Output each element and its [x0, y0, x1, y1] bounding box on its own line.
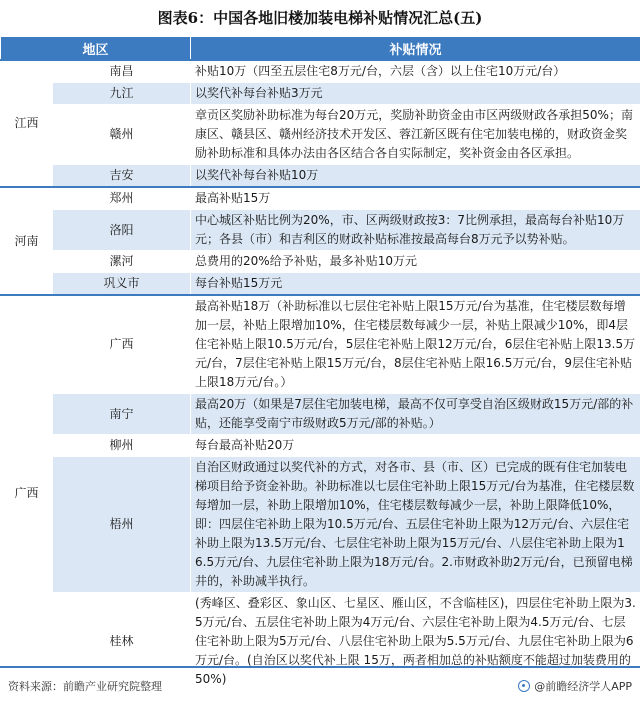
subsidy-cell: 每台最高补贴20万	[191, 435, 640, 457]
city-cell: 柳州	[53, 435, 191, 457]
city-cell: 郑州	[53, 187, 191, 210]
subsidy-cell: 自治区财政通过以奖代补的方式，对各市、县（市、区）已完成的既有住宅加装电梯项目给予资金补助。补助标准以七层住宅补助上限15万元/台为基准，住宅楼层数每增加一层，补助上限增加10%，住宅楼层数每减少一层，补助上限降低10%，即：四层住宅补助上限为10.5万元/台、五层住宅补助上限为12万元/台、六层住宅补助上限为13.5万元/台、七层住宅补助上限为15万元/台、八层住宅补助上限为16.5万元/台、九层住宅补助上限为18万元/台。2.市财政补助2万元/台，已预留电梯井的，补助减半执行。	[191, 457, 640, 593]
city-cell: 南宁	[53, 394, 191, 435]
brand-credit	[518, 678, 632, 694]
subsidy-cell: 中心城区补贴比例为20%，市、区两级财政按3：7比例承担，最高每台补贴10万元；各县（市）和吉利区的财政补贴标准按最高每台8万元予以势补贴。	[191, 210, 640, 251]
subsidy-cell: (秀峰区、叠彩区、象山区、七星区、雁山区，不含临桂区)，四层住宅补助上限为3.5万元/台、五层住宅补助上限为4万元/台、六层住宅补助上限为4.5万元/台、七层住宅补助上限为5万元/台、八层住宅补助上限为5.5万元/台、九层住宅补助上限为6万元/台。(自治区以奖代补上限 15万，两者相加总的补贴额度不能超过加装费用的50%)	[191, 593, 640, 691]
page-title: 图表6：中国各地旧楼加装电梯补贴情况汇总(五)	[157, 9, 483, 27]
header-subsidy: 补贴情况	[191, 37, 640, 61]
table-row	[1, 83, 640, 105]
qianzhan-logo-icon	[518, 680, 530, 692]
city-cell: 九江	[53, 83, 191, 105]
subsidy-cell: 每台补贴15万元	[191, 273, 640, 296]
city-cell: 洛阳	[53, 210, 191, 251]
table-row	[1, 105, 640, 165]
province-cell-guangxi: 广西	[1, 295, 53, 691]
subsidy-cell: 以奖代补每台补贴3万元	[191, 83, 640, 105]
table-row	[1, 187, 640, 210]
subsidy-cell: 总费用的20%给予补贴，最多补贴10万元	[191, 251, 640, 273]
table-row	[1, 394, 640, 435]
city-cell: 桂林	[53, 593, 191, 691]
table-row	[1, 165, 640, 188]
source-note: 资料来源：前瞻产业研究院整理	[8, 680, 162, 693]
table-row	[1, 251, 640, 273]
table-row	[1, 295, 640, 394]
subsidy-table	[0, 36, 640, 691]
table-header-row	[1, 37, 640, 61]
city-cell: 梧州	[53, 457, 191, 593]
table-row	[1, 435, 640, 457]
subsidy-cell: 最高补贴15万	[191, 187, 640, 210]
subsidy-cell: 补贴10万（四至五层住宅8万元/台，六层（含）以上住宅10万元/台）	[191, 60, 640, 83]
subsidy-cell: 以奖代补每台补贴10万	[191, 165, 640, 188]
table-row	[1, 273, 640, 296]
table-row	[1, 210, 640, 251]
city-cell: 南昌	[53, 60, 191, 83]
table-row	[1, 457, 640, 593]
city-cell: 赣州	[53, 105, 191, 165]
city-cell: 吉安	[53, 165, 191, 188]
table-row	[1, 60, 640, 83]
subsidy-cell: 最高补贴18万（补助标准以七层住宅补贴上限15万元/台为基准，住宅楼层数每增加一层，补贴上限增加10%，住宅楼层数每减少一层，补贴上限减少10%，即4层住宅补贴上限10.5万元/台，5层住宅补贴上限12万元/台，6层住宅补贴上限13.5万元/台，7层住宅补贴上限15万元/台，8层住宅补贴上限16.5万元/台，9层住宅补贴上限18万元/台。）	[191, 295, 640, 394]
subsidy-cell: 最高20万（如果是7层住宅加装电梯，最高不仅可享受自治区级财政15万元/部的补贴，还能享受南宁市级财政5万元/部的补贴。）	[191, 394, 640, 435]
province-cell-henan: 河南	[1, 187, 53, 295]
subsidy-cell: 章贡区奖励补助标准为每台20万元，奖励补助资金由市区两级财政各承担50%；南康区、赣县区、赣州经济技术开发区、蓉江新区既有住宅加装电梯的，财政资金奖励补助标准和具体办法由各区结合各自实际制定，奖补资金由各区承担。	[191, 105, 640, 165]
province-cell-jiangxi: 江西	[1, 60, 53, 187]
brand-label: @前瞻经济学人APP	[534, 680, 632, 693]
city-cell: 巩义市	[53, 273, 191, 296]
city-cell: 漯河	[53, 251, 191, 273]
footer	[0, 666, 640, 702]
city-cell: 广西	[53, 295, 191, 394]
header-region: 地区	[1, 37, 191, 61]
